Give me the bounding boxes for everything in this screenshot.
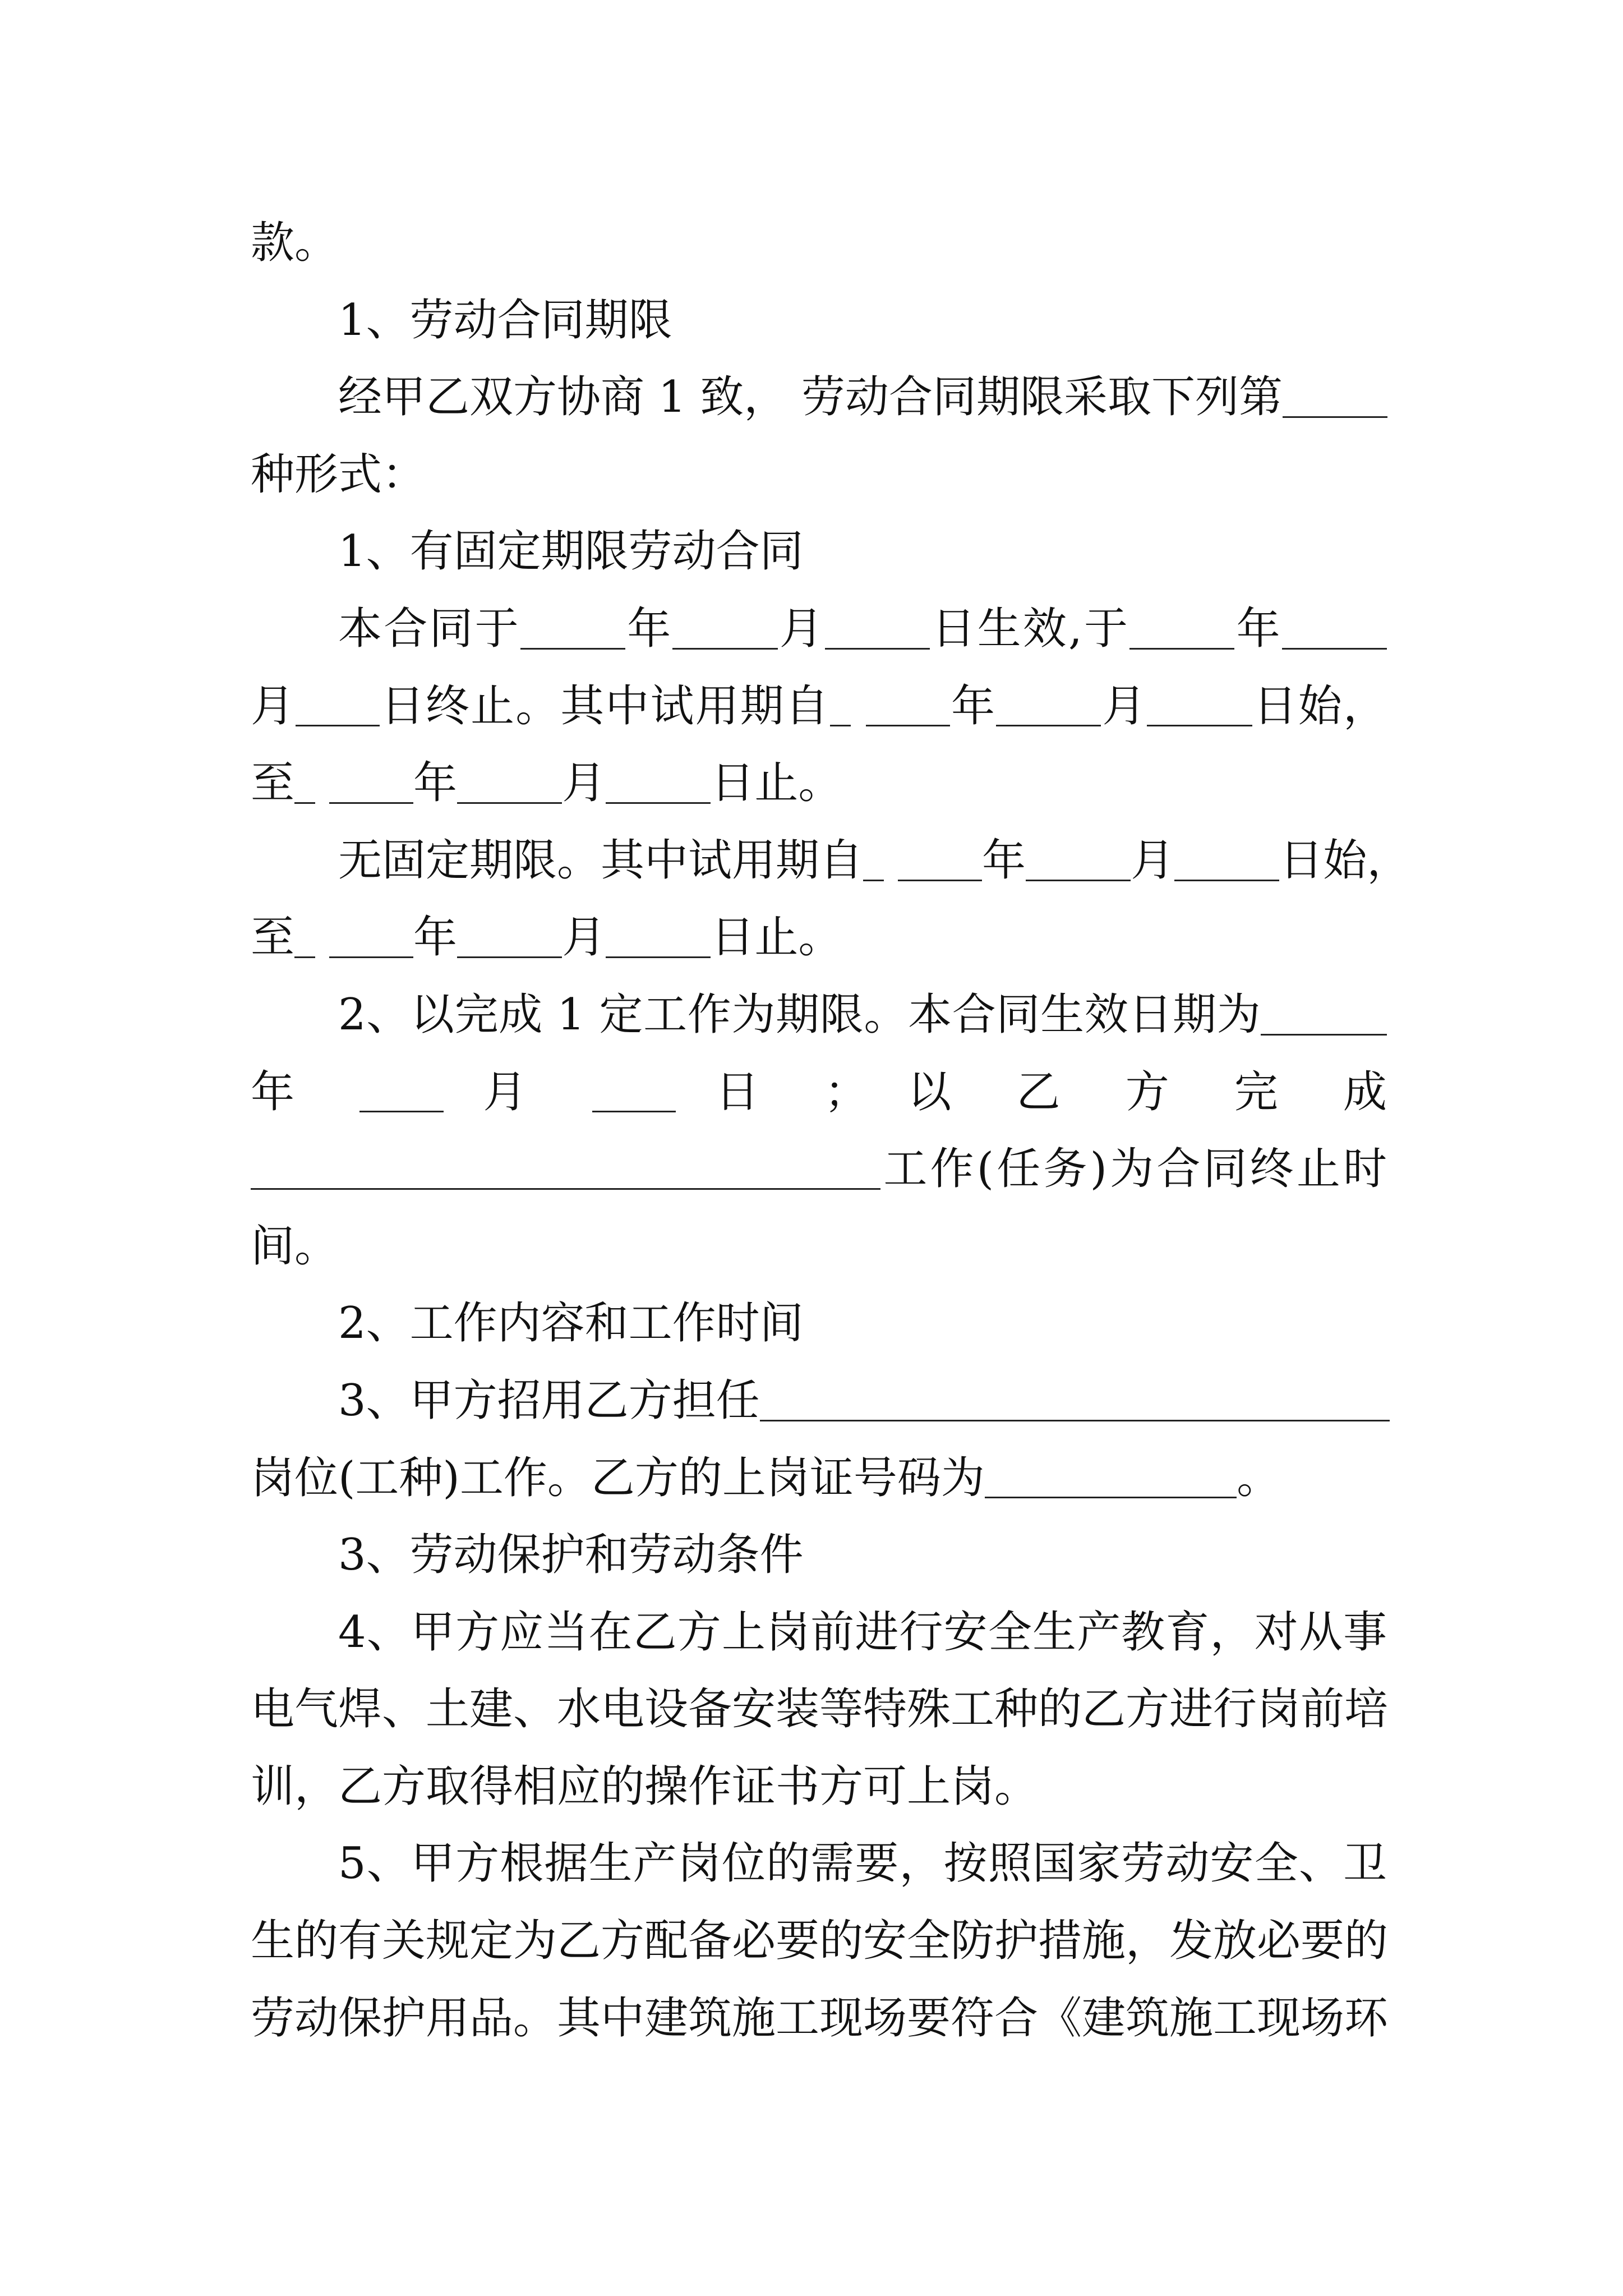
contract-body (251, 205, 1411, 2057)
blank-field (329, 762, 413, 804)
text-line: 工作(任务)为合同终止时 (251, 1131, 1387, 1208)
blank-field (520, 608, 625, 650)
blank-field (592, 1071, 676, 1113)
text-line: 3、甲方招用乙方担任 (251, 1363, 1387, 1440)
blank-field (672, 608, 777, 650)
blank-field (898, 839, 982, 881)
blank-field (830, 685, 851, 727)
text-line: 至 年 月 日止。 (251, 758, 842, 809)
blank-field (996, 685, 1101, 727)
text-line: 款。 (251, 218, 339, 268)
blank-field (1261, 993, 1387, 1036)
clause-heading: 1、有固定期限劳动合同 (338, 526, 804, 577)
text-line: 5、甲方根据生产岗位的需要，按照国家劳动安全、卫 (338, 1838, 1387, 1889)
text-line: 生的有关规定为乙方配备必要的安全防护措施，发放必要的 (251, 1916, 1389, 1967)
blank-field (1174, 839, 1279, 881)
blank-field (985, 1457, 1237, 1499)
text-line: 本合同于 年 月 日生效,于 年 (251, 591, 1387, 668)
blank-field (606, 762, 711, 804)
text-line: 电气焊、土建、水电设备安装等特殊工种的乙方进行岗前培 (251, 1684, 1389, 1735)
text-line: 间。 (251, 1221, 339, 1272)
text-line: 至 年 月 日止。 (251, 912, 842, 963)
blank-field (296, 685, 380, 727)
blank-field (825, 608, 930, 650)
blank-field (359, 1071, 444, 1113)
blank-field (1026, 839, 1131, 881)
text-line: 月 日终止。其中试用期自 年 月 日始， (251, 680, 1387, 731)
blank-field (760, 1379, 1390, 1421)
blank-field (606, 917, 711, 959)
text-line: 种形式： (251, 449, 426, 500)
text-line: 无固定期限。其中试用期自 年 月 日始， (338, 835, 1411, 886)
text-line: 经甲乙双方协商 1 致， 劳动合同期限采取下列第 (251, 359, 1387, 436)
text-line: 训，乙方取得相应的操作证书方可上岗。 (251, 1761, 1039, 1812)
blank-field (1129, 608, 1234, 650)
text-line: 岗位(工种)工作。乙方的上岗证号码为 。 (251, 1452, 1281, 1503)
blank-field (251, 1148, 880, 1190)
blank-field (457, 762, 562, 804)
blank-field (1147, 685, 1252, 727)
blank-field (329, 917, 413, 959)
text-line: 年 月 日 ； 以 乙 方 完 成 (251, 1066, 1387, 1117)
section-heading: 3、劳动保护和劳动条件 (338, 1530, 804, 1581)
section-heading: 2、工作内容和工作时间 (338, 1298, 804, 1349)
blank-field (294, 917, 315, 959)
section-heading: 1、劳动合同期限 (338, 295, 672, 346)
blank-field (866, 685, 950, 727)
text-line: 4、甲方应当在乙方上岗前进行安全生产教育，对从事 (338, 1607, 1387, 1658)
blank-field (457, 917, 562, 959)
text-line: 2、以完成 1 定工作为期限。本合同生效日期为 (251, 977, 1387, 1054)
blank-field (863, 839, 884, 881)
blank-field (1283, 376, 1387, 418)
blank-field (294, 762, 315, 804)
blank-field (1282, 608, 1387, 650)
text-line: 劳动保护用品。其中建筑施工现场要符合《建筑施工现场环 (251, 1993, 1389, 2044)
